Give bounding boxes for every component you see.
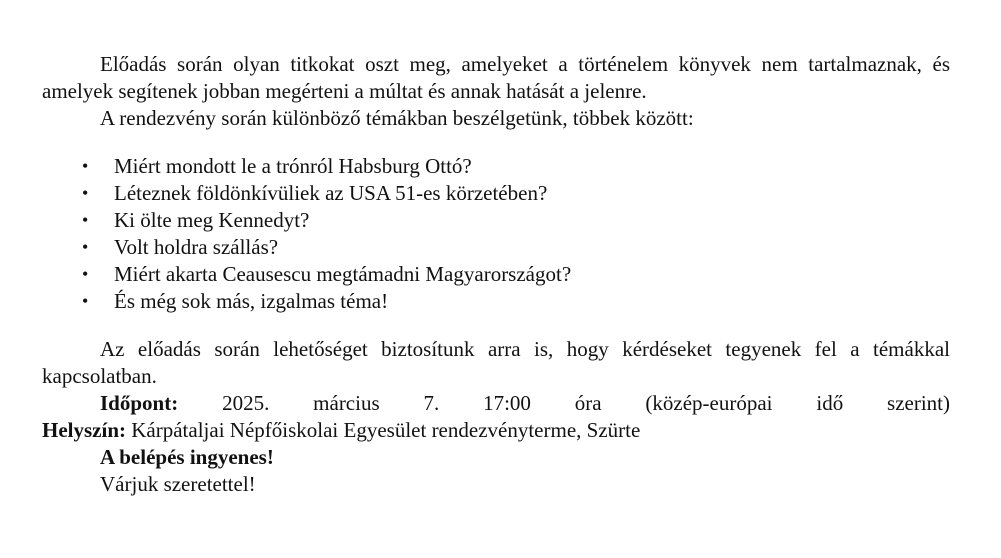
list-item-text: Miért akarta Ceausescu megtámadni Magyarországot? <box>114 262 572 286</box>
event-date <box>42 390 950 417</box>
bullet-icon: • <box>82 183 89 203</box>
list-item <box>42 153 950 180</box>
list-item-text: Léteznek földönkívüliek az USA 51-es körzetében? <box>114 181 548 205</box>
bullet-icon: • <box>82 237 89 257</box>
list-item <box>42 234 950 261</box>
list-item-text: Volt holdra szállás? <box>114 235 279 259</box>
questions-paragraph: Az előadás során lehetőséget biztosítunk arra is, hogy kérdéseket tegyenek fel a témákkal kapcsolatban. <box>42 337 950 388</box>
date-value: 2025. március 7. 17:00 óra (közép-európai idő szerint) <box>222 391 951 415</box>
bullet-icon: • <box>82 291 89 311</box>
spacer <box>42 315 950 336</box>
location-value: Kárpátaljai Népfőiskolai Egyesület rendezvényterme, Szürte <box>131 418 641 442</box>
topics-intro-paragraph: A rendezvény során különböző témákban beszélgetünk, többek között: <box>100 106 694 130</box>
list-item <box>42 207 950 234</box>
bullet-icon: • <box>82 210 89 230</box>
bullet-icon: • <box>82 156 89 176</box>
event-location <box>42 417 950 444</box>
free-entry-note <box>42 444 950 471</box>
free-entry-text: A belépés ingyenes! <box>100 445 274 469</box>
bullet-icon: • <box>82 264 89 284</box>
topic-list <box>42 153 950 315</box>
date-label: Időpont: <box>100 391 179 415</box>
list-item <box>42 261 950 288</box>
spacer <box>42 132 950 153</box>
list-item-text: Ki ölte meg Kennedyt? <box>114 208 310 232</box>
intro-paragraph: Előadás során olyan titkokat oszt meg, amelyeket a történelem könyvek nem tartalmaznak, és amelyek segítenek jobban megérteni a múltat és annak hatását a jelenre. <box>42 52 950 103</box>
document-body <box>42 51 950 498</box>
list-item-text: És még sok más, izgalmas téma! <box>114 289 389 313</box>
list-item <box>42 180 950 207</box>
location-label: Helyszín: <box>42 418 126 442</box>
list-item-text: Miért mondott le a trónról Habsburg Ottó? <box>114 154 472 178</box>
list-item <box>42 288 950 315</box>
welcome-note: Várjuk szeretettel! <box>100 472 256 496</box>
